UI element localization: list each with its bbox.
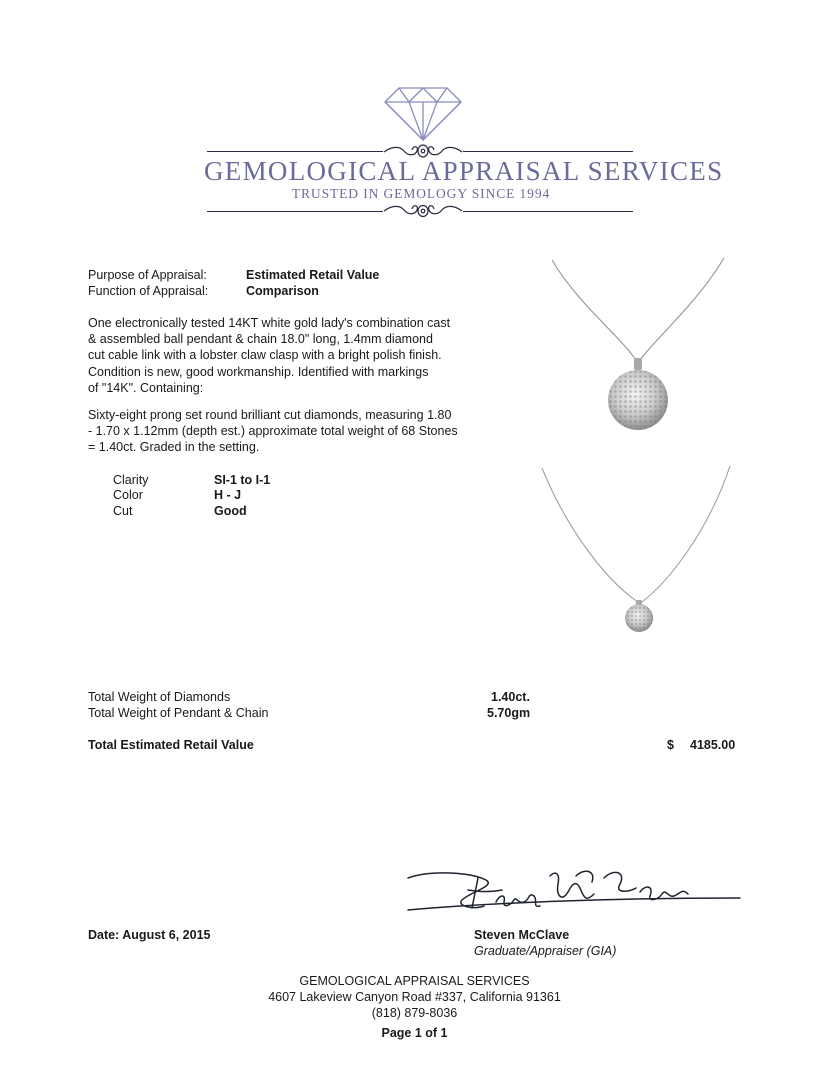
cut-value: Good bbox=[214, 504, 247, 518]
signer-name: Steven McClave bbox=[474, 928, 570, 942]
purpose-label: Purpose of Appraisal: bbox=[88, 268, 207, 282]
stones-line: = 1.40ct. Graded in the setting. bbox=[88, 440, 260, 455]
item-description bbox=[88, 315, 450, 396]
company-tagline: TRUSTED IN GEMOLOGY SINCE 1994 bbox=[291, 186, 551, 201]
signer-title: Graduate/Appraiser (GIA) bbox=[474, 944, 617, 958]
total-pendant-weight-label: Total Weight of Pendant & Chain bbox=[88, 706, 269, 720]
total-diamond-weight-value: 1.40ct. bbox=[491, 690, 530, 704]
total-pendant-weight-value: 5.70gm bbox=[487, 706, 531, 720]
total-diamond-weight-label: Total Weight of Diamonds bbox=[88, 690, 231, 704]
letterhead-rule bbox=[207, 151, 383, 152]
scroll-ornament-icon bbox=[382, 203, 464, 219]
letterhead-rule bbox=[207, 211, 383, 212]
company-name: GEMOLOGICAL APPRAISAL SERVICES bbox=[204, 156, 724, 186]
function-value: Comparison bbox=[246, 284, 319, 298]
clarity-label: Clarity bbox=[113, 473, 149, 487]
stones-line: Sixty-eight prong set round brilliant cut diamonds, measuring 1.80 bbox=[88, 408, 452, 422]
pendant-photo bbox=[538, 254, 734, 450]
function-label: Function of Appraisal: bbox=[88, 284, 209, 298]
diamond-icon bbox=[383, 86, 463, 142]
clarity-value: SI-1 to I-1 bbox=[214, 473, 271, 487]
description-line: & assembled ball pendant & chain 18.0" long, 1.4mm diamond bbox=[88, 332, 433, 347]
color-label: Color bbox=[113, 488, 143, 502]
letterhead-rule bbox=[463, 211, 633, 212]
signature-image bbox=[400, 862, 742, 924]
total-retail-value-amount: 4185.00 bbox=[690, 738, 736, 752]
appraisal-date: Date: August 6, 2015 bbox=[88, 928, 211, 942]
letterhead-rule bbox=[463, 151, 633, 152]
footer-address: 4607 Lakeview Canyon Road #337, California 91361 bbox=[268, 990, 561, 1004]
description-line: cut cable link with a lobster claw clasp with a bright polish finish. bbox=[88, 348, 442, 363]
total-retail-value-label: Total Estimated Retail Value bbox=[88, 738, 254, 752]
description-line: One electronically tested 14KT white gold lady's combination cast bbox=[88, 316, 451, 330]
currency-symbol: $ bbox=[667, 738, 674, 752]
footer-phone: (818) 879-8036 bbox=[371, 1006, 458, 1020]
color-value: H - J bbox=[214, 488, 242, 502]
cut-label: Cut bbox=[113, 504, 133, 518]
description-line: Condition is new, good workmanship. Identified with markings bbox=[88, 364, 429, 379]
purpose-value: Estimated Retail Value bbox=[246, 268, 380, 282]
footer-company-name: GEMOLOGICAL APPRAISAL SERVICES bbox=[299, 974, 530, 988]
stones-description bbox=[88, 407, 458, 456]
description-line: of "14K". Containing: bbox=[88, 380, 204, 395]
necklace-photo bbox=[538, 462, 734, 658]
page-number: Page 1 of 1 bbox=[381, 1026, 448, 1040]
stones-line: - 1.70 x 1.12mm (depth est.) approximate total weight of 68 Stones bbox=[88, 424, 458, 439]
